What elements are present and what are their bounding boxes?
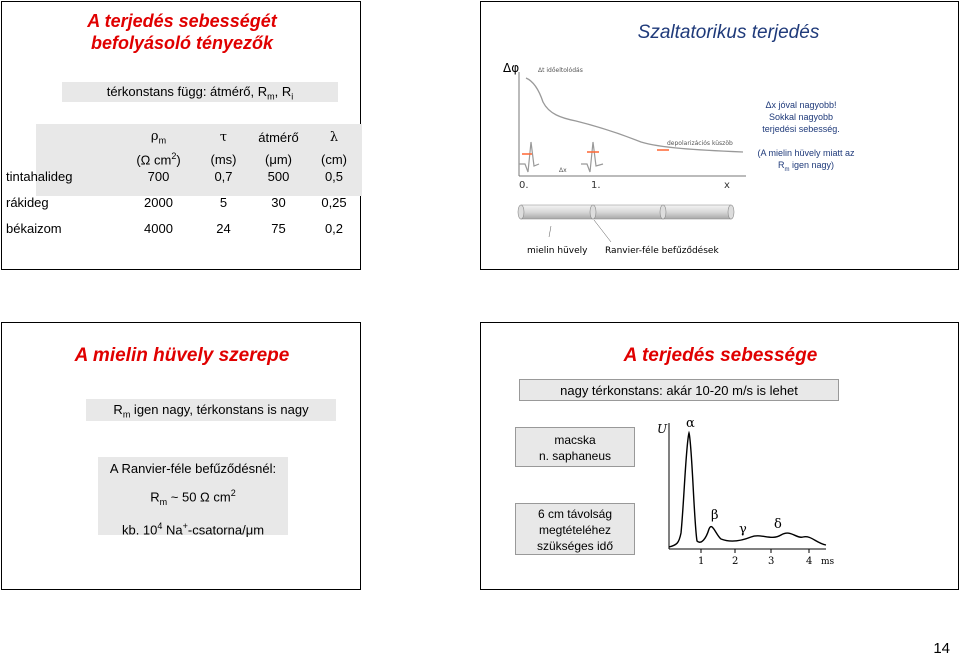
- species-1: macska: [554, 433, 596, 447]
- slide-1: [1, 1, 361, 270]
- distance-box: 6 cm távolság megtételéhez szükséges idő: [515, 503, 635, 555]
- note-myelin-sub: m: [784, 166, 790, 173]
- spike-1: [581, 142, 603, 172]
- box2-line3-sup2: +: [182, 520, 188, 531]
- cap-tick-label-2: 2: [732, 556, 739, 567]
- header-diam: átmérő: [258, 129, 299, 145]
- greek-gamma: γ: [739, 522, 747, 537]
- subtitle-sub-i: i: [291, 91, 294, 102]
- graph-u-label: U: [657, 422, 668, 436]
- table-row: [4, 163, 362, 189]
- saltatory-graph: [481, 2, 960, 271]
- row-lambda: 0,5: [324, 168, 344, 184]
- box2-line2-pre: R: [150, 489, 160, 505]
- table-row: [4, 215, 362, 241]
- x-tick-1: 1.: [591, 180, 601, 191]
- myelin-label: mielin hüvely: [527, 246, 588, 256]
- spike-0: [519, 142, 539, 172]
- header-lambda-unit: (cm): [321, 151, 347, 167]
- cap-tick-label-1: 1: [698, 556, 705, 567]
- row-lambda: 0,25: [321, 194, 347, 210]
- rho-unit-sup: 2: [171, 150, 177, 161]
- box2-line2-sup: 2: [230, 488, 236, 498]
- x-tick-0: 0.: [519, 180, 529, 191]
- graph-y-label: Δφ: [503, 61, 520, 75]
- box1-sub: m: [122, 409, 131, 420]
- header-lambda: λ: [329, 129, 339, 145]
- slide-3-title: A mielin hüvely szerepe: [74, 345, 290, 366]
- row-tau: 0,7: [214, 168, 233, 184]
- header-diam-unit: (μm): [265, 151, 292, 167]
- greek-delta: δ: [774, 517, 782, 532]
- dx-label: Δx: [559, 167, 567, 174]
- axon-diagram: [518, 205, 734, 219]
- cap-trace: [669, 433, 826, 547]
- row-diam: 500: [267, 168, 290, 184]
- note-myelin-post: igen nagy): [789, 160, 835, 170]
- speed-banner: nagy térkonstans: akár 10-20 m/s is lehet: [519, 379, 839, 401]
- header-rho: [121, 126, 196, 148]
- slide-3: [1, 322, 361, 590]
- table-row: [4, 189, 362, 215]
- row-name: tintahalideg: [6, 168, 73, 184]
- box2-line3-pre: kb. 10: [121, 522, 158, 538]
- box2-line3: [98, 514, 288, 542]
- box2-line2-post: ~ 50 Ω cm: [167, 489, 231, 505]
- box1-pre: R: [113, 402, 123, 417]
- note-myelin-pre: (A mielin hüvely miatt az R: [757, 148, 855, 170]
- box2-line3-mid: Na: [162, 522, 183, 538]
- time-delay-label: Δt időeltolódás: [538, 67, 583, 74]
- params-header-row-1: [36, 126, 362, 148]
- page-number: 14: [933, 640, 950, 657]
- row-tau: 24: [216, 220, 231, 236]
- greek-alpha: α: [686, 416, 695, 431]
- slide-4: [480, 322, 959, 590]
- cap-tick-label-3: 3: [768, 556, 775, 567]
- species-2: n. saphaneus: [538, 449, 612, 463]
- rho-unit: (Ω cm: [136, 152, 172, 168]
- ranvier-label: Ranvier-féle befűződések: [605, 246, 719, 256]
- myelin-box-2: [98, 457, 288, 538]
- box2-line1: A Ranvier-féle befűződésnél:: [109, 461, 277, 476]
- subtitle-mid: , R: [274, 84, 292, 99]
- box2-line2: [98, 481, 288, 514]
- params-table-body: [4, 163, 362, 241]
- note-dx: Δx jóval nagyobb! Sokkal nagyobb terjedési sebesség.: [762, 100, 840, 134]
- row-rho: 700: [147, 168, 170, 184]
- box2-line3-sup: 4: [157, 520, 163, 531]
- row-tau: 5: [219, 194, 228, 210]
- box2-line3-post: -csatorna/μm: [187, 522, 265, 538]
- cap-tick-label-ms: ms: [821, 557, 835, 567]
- subtitle-text: térkonstans függ: átmérő, R: [106, 84, 268, 99]
- rho-symbol: ρ: [150, 129, 159, 145]
- box1-post: igen nagy, térkonstans is nagy: [130, 402, 309, 417]
- rho-unit-end: ): [176, 152, 181, 168]
- row-name: békaizom: [6, 220, 62, 236]
- x-tick-x: x: [724, 180, 730, 191]
- ranvier-pointer: [594, 220, 611, 242]
- slide-2-title: Szaltatorikus terjedés: [637, 22, 820, 43]
- header-tau-unit: (ms): [210, 151, 237, 167]
- compound-action-potential-graph: [481, 323, 960, 591]
- cap-tick-label-4: 4: [806, 556, 813, 567]
- note-myelin: [751, 147, 861, 176]
- myelin-box-1: [86, 399, 336, 421]
- slide-1-subtitle: [62, 82, 338, 102]
- row-diam: 75: [271, 220, 286, 236]
- row-diam: 30: [271, 194, 286, 210]
- myelin-pointer: [549, 226, 551, 237]
- subtitle-sub-m: m: [267, 91, 275, 102]
- slide-2: [480, 1, 959, 270]
- row-rho: 2000: [144, 194, 173, 210]
- rho-sub: m: [158, 135, 167, 146]
- slide-1-title: A terjedés sebességét befolyásoló tényezők: [87, 11, 277, 53]
- greek-beta: β: [711, 508, 719, 523]
- box2-line2-sub: m: [159, 496, 168, 507]
- slide-4-title: A terjedés sebessége: [623, 345, 818, 366]
- header-tau: τ: [219, 129, 228, 145]
- row-rho: 4000: [144, 220, 173, 236]
- row-lambda: 0,2: [324, 220, 344, 236]
- row-name: rákideg: [6, 194, 49, 210]
- threshold-label: depolarizációs küszöb: [667, 140, 733, 147]
